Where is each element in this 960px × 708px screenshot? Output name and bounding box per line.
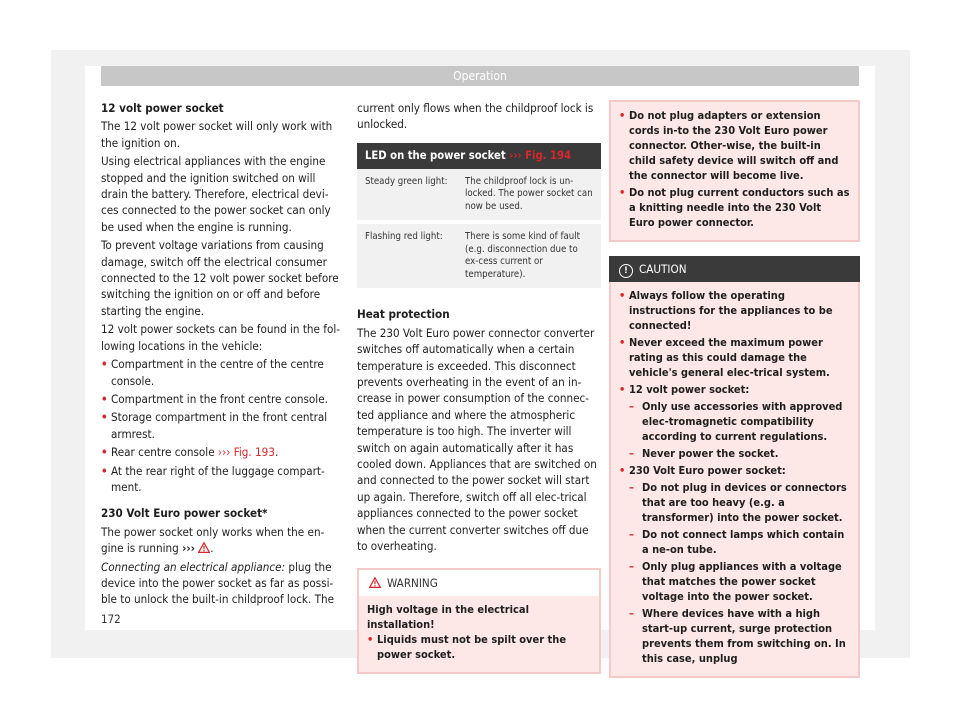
sub-list-item: – Only use accessories with approved elec-tromagnetic compatibility according to current regulations.	[629, 400, 843, 443]
bullet-icon: •	[367, 633, 374, 647]
dash-icon: –	[629, 607, 634, 620]
list-item: • Compartment in the front centre console.	[101, 391, 328, 406]
list-item: • Never exceed the maximum power rating as this could damage the vehicle's general elec-trical system.	[619, 336, 830, 379]
list-item: • 230 Volt Euro power socket:	[619, 464, 786, 477]
list-item: • Liquids must not be spilt over the power socket.	[367, 633, 567, 662]
bullet-icon: •	[619, 289, 626, 302]
column-1	[101, 100, 341, 610]
sub-list-item: – Do not connect lamps which contain a ne-on tube.	[629, 528, 845, 556]
paragraph: The 12 volt power socket will only work with the ignition on.	[101, 119, 333, 150]
warning-body: High voltage in the electrical installation! • Liquids must not be spilt over the power socket.	[359, 596, 599, 672]
paragraph: To prevent voltage variations from causing damage, switch off the electrical consumer connected to the 12 volt power socket before switching the ignition on or off and before starting the engine.	[101, 238, 339, 318]
sub-list-item: – Do not plug in devices or connectors that are too heavy (e.g. a transformer) into the power socket.	[629, 481, 847, 524]
paragraph: Connecting an electrical appliance: plug the device into the power socket as far as possi-ble to unlock the built-in childproof lock. The	[101, 559, 334, 607]
figure-link[interactable]: ››› Fig. 193	[217, 445, 275, 460]
warning-triangle-icon	[198, 542, 210, 553]
heading-12v-socket: 12 volt power socket	[101, 101, 224, 115]
bullet-icon: •	[619, 109, 626, 122]
paragraph: The power socket only works when the en-gine is running ››› .	[101, 524, 325, 556]
bullet-icon: •	[619, 336, 626, 349]
list-item: • Always follow the operating instructions for the appliances to be connected!	[619, 289, 833, 332]
bullet-icon: •	[101, 463, 108, 478]
section-header: Operation	[101, 66, 859, 86]
list-item: • Do not plug adapters or extension cords in-to the 230 Volt Euro power connector. Other-wise, the built-in child safety device will switch off and the connector will become live.	[619, 109, 839, 182]
list-item: • Rear centre console ››› Fig. 193.	[101, 445, 279, 460]
paragraph: The 230 Volt Euro power connector converter switches off automatically when a certain temperature is exceeded. This disconnect prevents overheating in the event of an in-crease in power consumption of the connec-ted appliance and where the atmospheric temperature is too high. The inverter will switch on again automatically after it has cooled down. Appliances that are switched on and connected to the power socket will start up again. Therefore, switch off all elec-trical appliances connected to the power socket when the current converter switches off due to overheating.	[357, 325, 597, 553]
table-row: Steady green light: The childproof lock is un-locked. The power socket can now be used.	[357, 169, 601, 223]
info-icon: !	[619, 264, 633, 278]
warning-triangle-icon	[369, 577, 381, 588]
table-title: LED on the power socket ››› Fig. 194	[357, 143, 601, 169]
paragraph: Using electrical appliances with the engine stopped and the ignition switched on will drain the battery. Therefore, electrical devi-ces connected to the power socket can only be used when the engine is running.	[101, 154, 331, 234]
list-item: • Compartment in the centre of the centre console.	[101, 357, 324, 388]
sub-list-item: – Never power the socket.	[629, 447, 779, 460]
sub-list-item: – Only plug appliances with a voltage that matches the power socket voltage into the power socket.	[629, 560, 842, 603]
heading-heat-protection: Heat protection	[357, 307, 450, 322]
list-item: • 12 volt power socket:	[619, 383, 750, 396]
bullet-icon: •	[619, 383, 626, 396]
paragraph: 12 volt power sockets can be found in the fol-lowing locations in the vehicle:	[101, 322, 340, 353]
table-row: Flashing red light: There is some kind of fault (e.g. disconnection due to ex-cess current or temperature).	[357, 222, 601, 290]
figure-link[interactable]: ››› Fig. 194	[509, 148, 571, 162]
sub-list-item: – Where devices have with a high start-up current, surge protection prevents them from switching on. In this case, unplug	[629, 607, 846, 665]
bullet-icon: •	[619, 186, 626, 199]
list-item: • Storage compartment in the front central armrest.	[101, 410, 328, 441]
paragraph: current only flows when the childproof lock is unlocked.	[357, 101, 594, 132]
column-2	[357, 100, 601, 674]
dash-icon: –	[629, 528, 634, 541]
dash-icon: –	[629, 400, 634, 413]
list-item: • At the rear right of the luggage compart-ment.	[101, 463, 325, 494]
warning-header: WARNING	[359, 570, 599, 596]
column-3	[609, 100, 860, 678]
bullet-icon: •	[101, 391, 108, 406]
bullet-icon: •	[101, 410, 108, 425]
list-item: • Do not plug current conductors such as a knitting needle into the 230 Volt Euro power connector.	[619, 186, 850, 229]
page-number: 172	[101, 612, 121, 626]
caution-box	[609, 282, 860, 678]
warning-continuation-box	[609, 100, 860, 242]
dash-icon: –	[629, 447, 634, 460]
led-table	[357, 143, 601, 293]
caution-header: ! CAUTION	[609, 256, 860, 282]
bullet-icon: •	[619, 464, 626, 477]
warning-box	[357, 568, 601, 674]
dash-icon: –	[629, 481, 634, 494]
bullet-icon: •	[101, 357, 108, 372]
heading-230v-socket: 230 Volt Euro power socket*	[101, 506, 268, 521]
bullet-icon: •	[101, 445, 108, 460]
dash-icon: –	[629, 560, 634, 573]
warning-link[interactable]: ›››	[182, 541, 195, 556]
